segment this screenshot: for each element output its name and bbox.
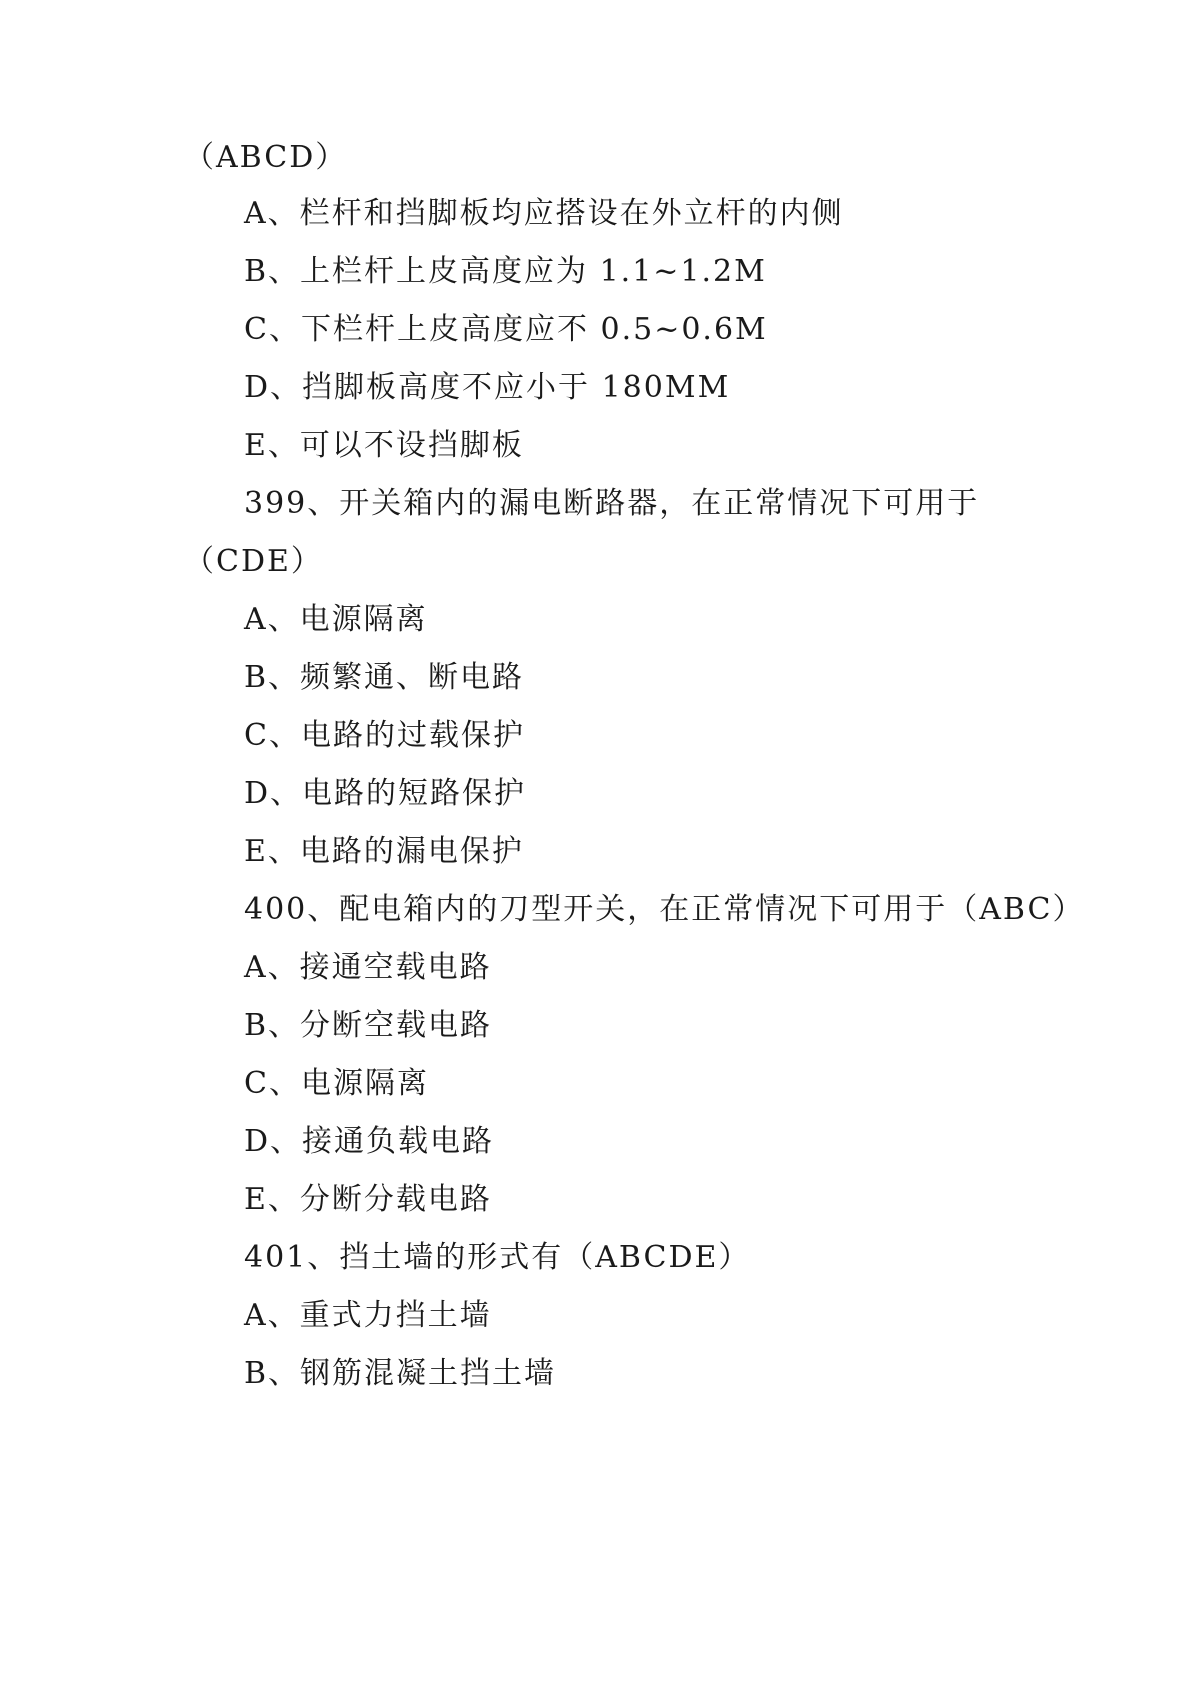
question-line: 401、挡土墙的形式有（ABCDE） (244, 1240, 751, 1275)
option-line: A、重式力挡土墙 (244, 1298, 492, 1333)
option-line: E、电路的漏电保护 (244, 834, 524, 869)
answer-line: （CDE） (184, 544, 323, 579)
option-line: B、分断空载电路 (244, 1008, 493, 1043)
answer-line: （ABCD） (184, 140, 348, 175)
option-line: C、电路的过载保护 (244, 718, 525, 753)
option-line: A、栏杆和挡脚板均应搭设在外立杆的内侧 (244, 196, 844, 231)
option-line: C、下栏杆上皮高度应不 0.5~0.6M (244, 312, 768, 347)
option-line: D、接通负载电路 (244, 1124, 495, 1159)
option-line: E、分断分载电路 (244, 1182, 492, 1217)
option-line: B、上栏杆上皮高度应为 1.1~1.2M (244, 254, 767, 289)
option-line: D、挡脚板高度不应小于 180MM (244, 370, 731, 405)
option-line: B、钢筋混凝土挡土墙 (244, 1356, 557, 1391)
option-line: D、电路的短路保护 (244, 776, 527, 811)
option-line: B、频繁通、断电路 (244, 660, 525, 695)
option-line: C、电源隔离 (244, 1066, 429, 1101)
question-line: 400、配电箱内的刀型开关，在正常情况下可用于（ABC） (244, 892, 1085, 927)
question-line: 399、开关箱内的漏电断路器，在正常情况下可用于 (244, 486, 980, 521)
option-line: A、电源隔离 (244, 602, 428, 637)
option-line: E、可以不设挡脚板 (244, 428, 524, 463)
option-line: A、接通空载电路 (244, 950, 492, 985)
